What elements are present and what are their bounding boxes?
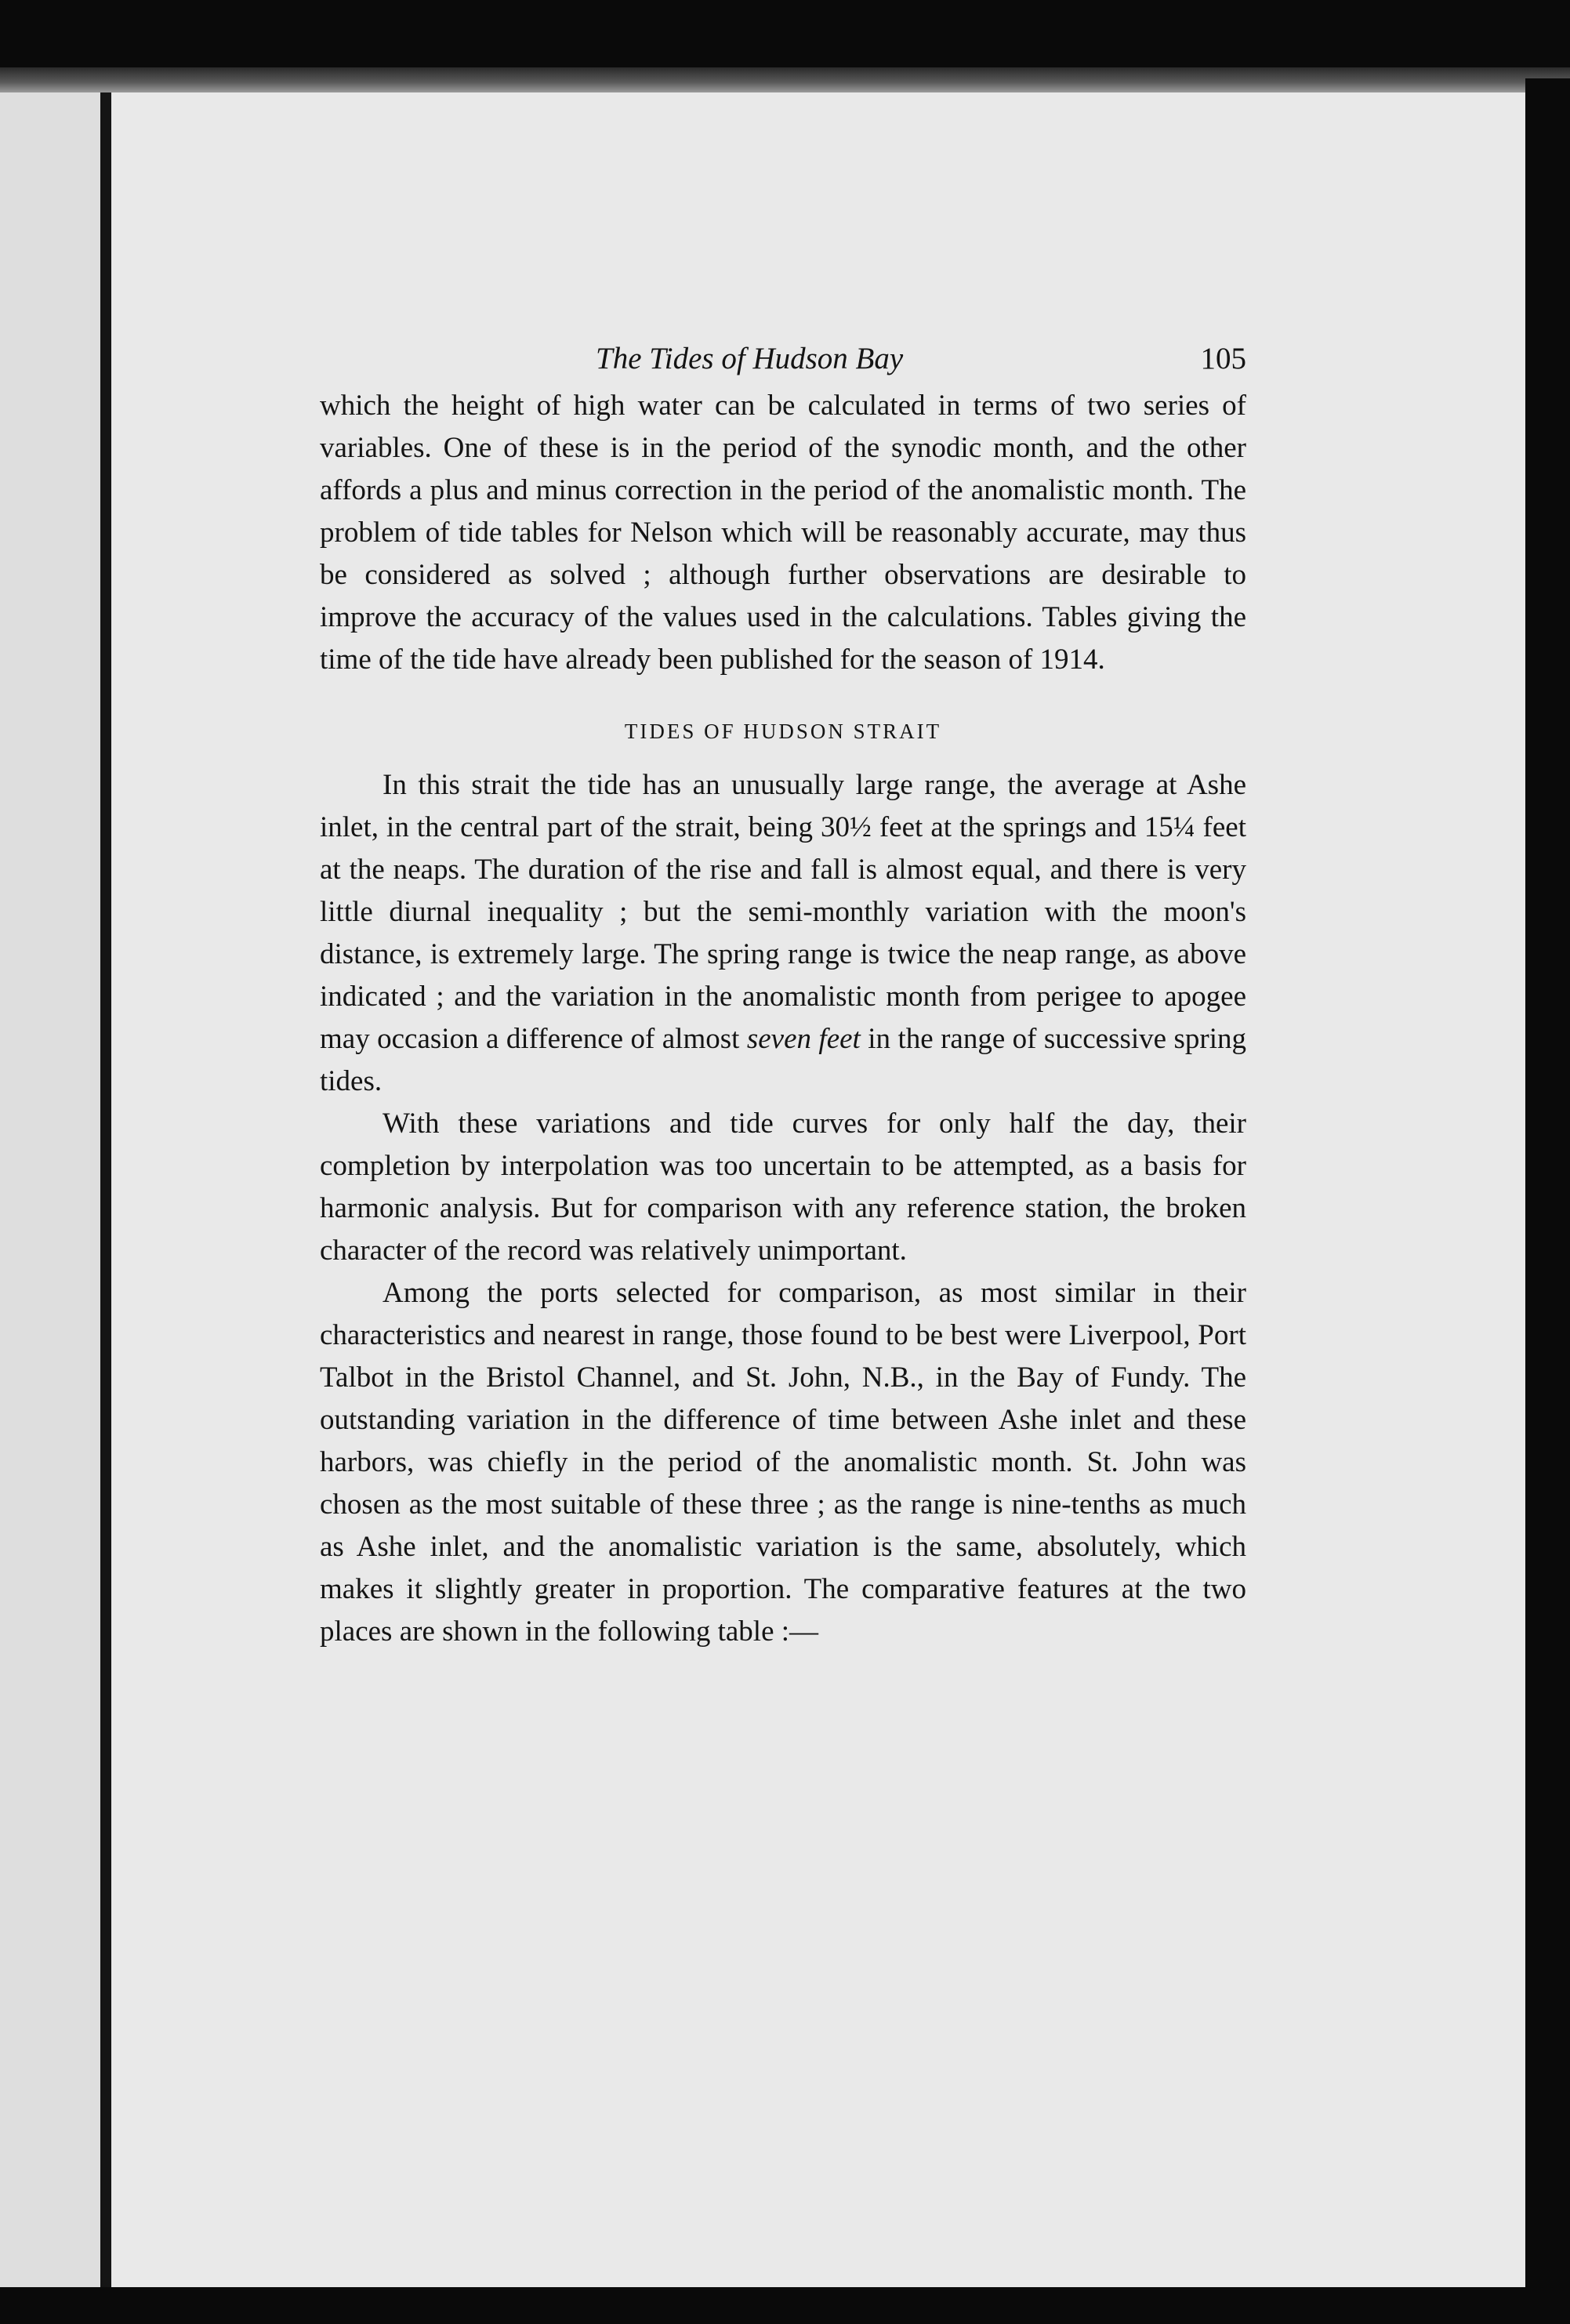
running-head bbox=[320, 341, 1246, 385]
scan-top-border bbox=[0, 67, 1570, 92]
running-head-title: The Tides of Hudson Bay bbox=[596, 342, 904, 375]
paragraph-strait-range-text-b: in the range of successive spring tides. bbox=[320, 1023, 1246, 1097]
facing-page-edge bbox=[0, 92, 100, 2287]
paragraph-strait-range bbox=[320, 764, 1246, 1103]
paragraph-interpolation: With these variations and tide curves for only half the day, their completion by interpolation was too uncertain to be attempted, as a basis for harmonic analysis. But for comparison with any reference station, the broken character of the record was relatively unimportant. bbox=[320, 1108, 1246, 1267]
book-spine-shadow bbox=[100, 78, 111, 2297]
page-number: 105 bbox=[1200, 342, 1246, 375]
paragraph-strait-range-text-a: In this strait the tide has an unusually large range, the average at Ashe inlet, in the central part of the strait, being 30½ feet at the springs and 15¼ feet at the neaps. The duration of the rise and fall is almost equal, and there is very little diurnal inequality ; but the semi-monthly variation with the moon's distance, is extremely large. The spring range is twice the neap range, as above indicated ; and the variation in the anomalistic month from perigee to apogee may occasion a difference of almost bbox=[320, 769, 1246, 1055]
paragraph-continued: which the height of high water can be calculated in terms of two series of variables. One of these is in the period of the synodic month, and the other affords a plus and minus correction in the period of the anomalistic month. The problem of tide tables for Nelson which will be reasonably accurate, may thus be considered as solved ; although further observations are desirable to improve the accuracy of the values used in the calculations. Tables giving the time of the tide have already been published for the season of 1914. bbox=[320, 390, 1246, 676]
scan-right-border bbox=[1525, 78, 1570, 2324]
scan-bottom-border bbox=[0, 2287, 1570, 2324]
paragraph-strait-range-italic: seven feet bbox=[746, 1023, 861, 1055]
page-text-block bbox=[320, 341, 1246, 1653]
section-heading: TIDES OF HUDSON STRAIT bbox=[624, 720, 942, 743]
paragraph-comparison-ports: Among the ports selected for comparison, as most similar in their characteristics and nearest in range, those found to be best were Liverpool, Port Talbot in the Bristol Channel, and St. John, N.B., in the Bay of Fundy. The outstanding variation in the difference of time between Ashe inlet and these harbors, was chiefly in the period of the anomalistic month. St. John was chosen as the most suitable of these three ; as the range is nine-tenths as much as Ashe inlet, and the anomalistic variation is the same, absolutely, which makes it slightly greater in proportion. The comparative features at the two places are shown in the following table :— bbox=[320, 1277, 1246, 1648]
